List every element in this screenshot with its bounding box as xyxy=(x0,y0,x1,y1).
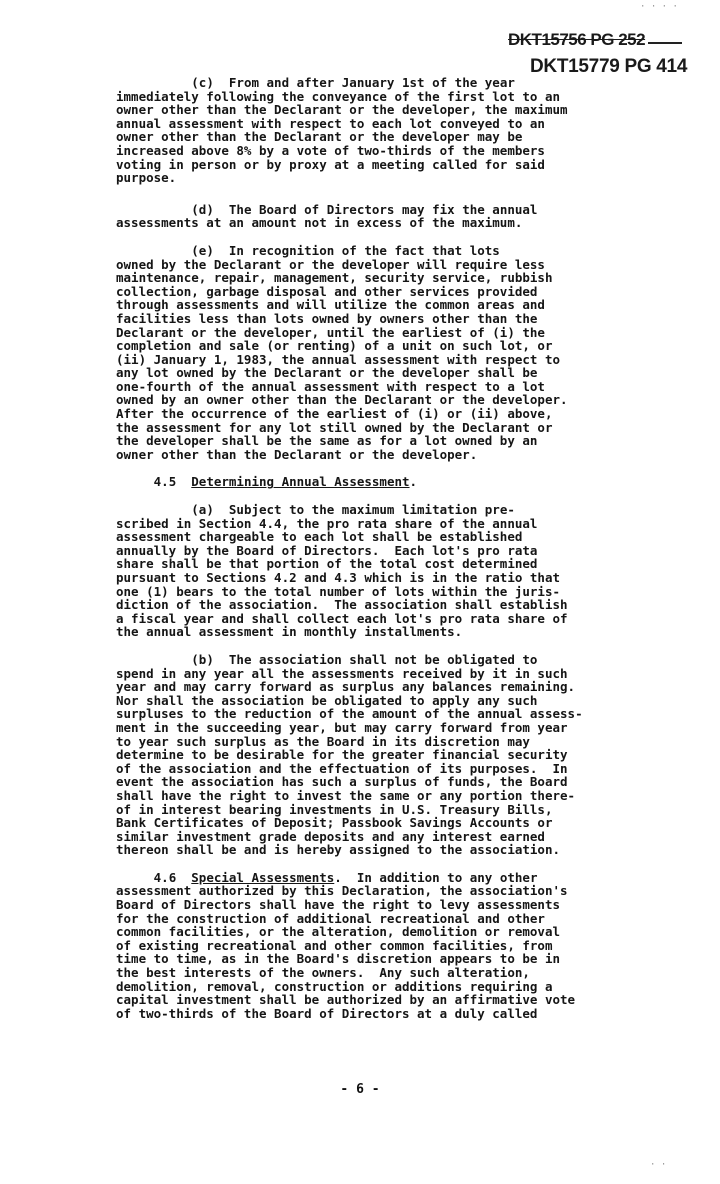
section-title: Special Assessments xyxy=(191,869,335,885)
paragraph-d: (d) The Board of Directors may fix the annual assessments at an amount not in excess of the maximum. xyxy=(116,201,538,231)
section-number: 4.6 xyxy=(116,869,192,885)
section-4-6-text: . In addition to any other assessment authorized by this Declaration, the association's Board of Directors shall have the right to levy assessments for the construction of additional recreational and other common facilities, or the alteration, demolition or removal of existing recreational and other common facilities, from time to time, as in the Board's discretion appears to be in the best interests of the owners. Any such alteration, demolition, removal, construction or additions requiring a capital investment shall be authorized by an affirmative vote of two-thirds of the Board of Directors at a duly called xyxy=(116,869,576,1021)
paragraph-e: (e) In recognition of the fact that lots owned by the Declarant or the developer will require less maintenance, repair, management, security service, rubbish collection, garbage disposal and other services provided through assessments and will utilize the common areas and facilities less than lots owned by owners other than the Declarant or the developer, until the earliest of (i) the completion and sale (or renting) of a unit on such lot, or (ii) January 1, 1983, the annual assessment with respect to any lot owned by the Declarant or the developer shall be one-fourth of the annual assessment with respect to a lot owned by an owner other than the Declarant or the developer. After the occurrence of the earliest of (i) or (ii) above, the assessment for any lot still owned by the Declarant or the developer shall be the same as for a lot owned by an owner other than the Declarant or the developer. xyxy=(116,242,568,462)
scan-artifact-bottom: · · xyxy=(650,1160,667,1170)
paragraph-gap xyxy=(116,461,646,475)
paragraph-gap xyxy=(116,639,646,653)
document-body xyxy=(116,76,646,1020)
paragraph-4-5-b: (b) The association shall not be obligated to spend in any year all the assessments received by it in such year and may carry forward as surplus any balances remaining. Nor shall the association be obligated to apply any such surpluses to the reduction of the amount of the annual assess- ment in the succeeding year, but may carry forward from year to year such surplus as the Board in its discretion may determine to be desirable for the greater financial security of the association and the effectuation of its purposes. In event the association has such a surplus of funds, the Board shall have the right to invest the same or any portion there- of in interest bearing investments in U.S. Treasury Bills, Bank Certificates of Deposit; Passbook Savings Accounts or similar investment grade deposits and any interest earned thereon shall be and is hereby assigned to the association. xyxy=(116,651,583,858)
section-title: Determining Annual Assessment xyxy=(191,474,410,490)
paragraph-gap xyxy=(116,230,646,244)
section-4-5-heading xyxy=(116,475,646,489)
section-4-6-paragraph xyxy=(116,871,646,1021)
scan-artifact-top: · · · · xyxy=(640,2,678,12)
page-number: - 6 - xyxy=(340,1082,380,1097)
stamp-strike-line xyxy=(648,42,682,44)
struck-book-page-stamp: DKT15756 PG 252 xyxy=(508,30,646,49)
paragraph-gap xyxy=(116,489,646,503)
section-title-period: . xyxy=(409,474,418,490)
paragraph-gap xyxy=(116,185,646,203)
book-page-stamp: DKT15779 PG 414 xyxy=(530,56,688,77)
section-number: 4.5 xyxy=(116,474,192,490)
paragraph-4-5-a: (a) Subject to the maximum limitation pre- scribed in Section 4.4, the pro rata share of the annual assessment chargeable to each lot shall be established annually by the Board of Directors. Each lot's pro rata share shall be that portion of the total cost determined pursuant to Sections 4.2 and 4.3 which is in the ratio that one (1) bears to the total number of lots within the juris- diction of the association. The association shall establish a fiscal year and shall collect each lot's pro rata share of the annual assessment in monthly installments. xyxy=(116,502,568,640)
paragraph-gap xyxy=(116,857,646,871)
paragraph-c: (c) From and after January 1st of the year immediately following the conveyance of the first lot to an owner other than the Declarant or the developer, the maximum annual assessment with respect to each lot conveyed to an owner other than the Declarant or the developer may be increased above 8% by a vote of two-thirds of the members voting in person or by proxy at a meeting called for said purpose. xyxy=(116,75,568,186)
